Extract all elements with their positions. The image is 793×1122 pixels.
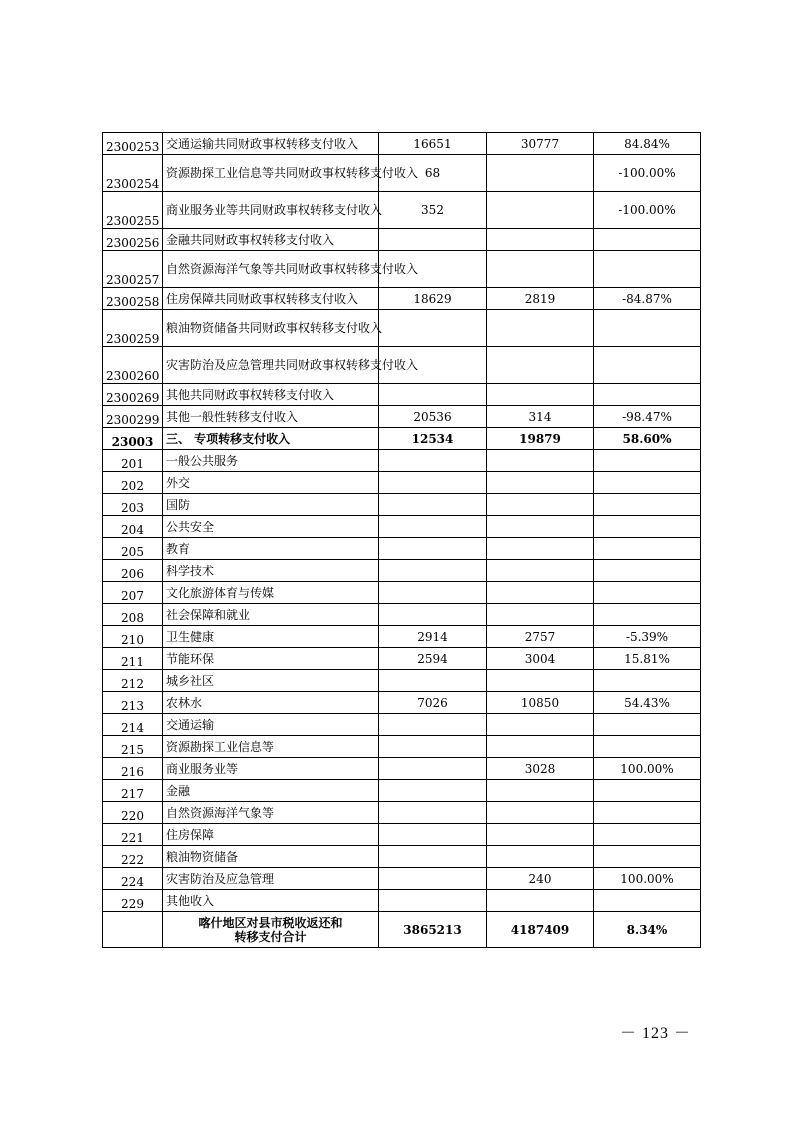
row-percent xyxy=(594,384,701,406)
row-value-2 xyxy=(487,780,594,802)
row-code: 213 xyxy=(103,692,163,714)
row-name: 交通运输 xyxy=(163,714,379,736)
row-value-2 xyxy=(487,347,594,384)
row-code: 211 xyxy=(103,648,163,670)
row-value-2: 3028 xyxy=(487,758,594,780)
row-percent xyxy=(594,310,701,347)
row-code: 2300299 xyxy=(103,406,163,428)
row-value-1: 20536 xyxy=(379,406,487,428)
row-value-1 xyxy=(379,890,487,912)
row-name: 国防 xyxy=(163,494,379,516)
row-value-1 xyxy=(379,714,487,736)
row-value-1: 68 xyxy=(379,155,487,192)
row-percent xyxy=(594,560,701,582)
row-value-1 xyxy=(379,604,487,626)
row-value-2 xyxy=(487,846,594,868)
row-percent xyxy=(594,251,701,288)
total-percent: 8.34% xyxy=(594,912,701,948)
row-name: 科学技术 xyxy=(163,560,379,582)
row-name: 粮油物资储备 xyxy=(163,846,379,868)
row-value-2 xyxy=(487,582,594,604)
row-value-1: 2914 xyxy=(379,626,487,648)
table-row-total xyxy=(103,912,701,948)
row-value-2: 10850 xyxy=(487,692,594,714)
row-value-1 xyxy=(379,516,487,538)
row-value-1: 18629 xyxy=(379,288,487,310)
row-code: 207 xyxy=(103,582,163,604)
row-code: 202 xyxy=(103,472,163,494)
row-percent xyxy=(594,347,701,384)
row-code: 217 xyxy=(103,780,163,802)
row-code: 201 xyxy=(103,450,163,472)
row-percent xyxy=(594,494,701,516)
row-percent xyxy=(594,670,701,692)
row-name: 公共安全 xyxy=(163,516,379,538)
row-percent xyxy=(594,736,701,758)
row-code: 2300256 xyxy=(103,229,163,251)
row-value-2: 2757 xyxy=(487,626,594,648)
row-name: 粮油物资储备共同财政事权转移支付收入 xyxy=(163,310,379,347)
total-code xyxy=(103,912,163,948)
table-row xyxy=(103,780,701,802)
row-code: 229 xyxy=(103,890,163,912)
row-code: 214 xyxy=(103,714,163,736)
row-value-1 xyxy=(379,780,487,802)
row-value-2: 19879 xyxy=(487,428,594,450)
table-row xyxy=(103,347,701,384)
row-code: 2300255 xyxy=(103,192,163,229)
row-percent xyxy=(594,450,701,472)
row-code: 222 xyxy=(103,846,163,868)
row-value-1: 2594 xyxy=(379,648,487,670)
row-percent xyxy=(594,780,701,802)
row-code: 208 xyxy=(103,604,163,626)
row-value-2 xyxy=(487,251,594,288)
table-row xyxy=(103,450,701,472)
row-value-1 xyxy=(379,472,487,494)
row-value-1 xyxy=(379,758,487,780)
row-name: 外交 xyxy=(163,472,379,494)
total-name-line-2: 转移支付合计 xyxy=(234,929,307,944)
row-code: 23003 xyxy=(103,428,163,450)
row-code: 215 xyxy=(103,736,163,758)
row-value-2 xyxy=(487,736,594,758)
row-percent: 54.43% xyxy=(594,692,701,714)
row-code: 2300260 xyxy=(103,347,163,384)
row-percent xyxy=(594,516,701,538)
table-row xyxy=(103,251,701,288)
row-value-2 xyxy=(487,516,594,538)
row-name: 住房保障共同财政事权转移支付收入 xyxy=(163,288,379,310)
row-code: 2300257 xyxy=(103,251,163,288)
table-row xyxy=(103,824,701,846)
row-value-1 xyxy=(379,582,487,604)
row-percent: -5.39% xyxy=(594,626,701,648)
row-code: 2300258 xyxy=(103,288,163,310)
row-percent: 58.60% xyxy=(594,428,701,450)
table-row xyxy=(103,670,701,692)
row-value-2 xyxy=(487,155,594,192)
table-row xyxy=(103,560,701,582)
row-name: 资源勘探工业信息等 xyxy=(163,736,379,758)
row-percent xyxy=(594,824,701,846)
table-row xyxy=(103,604,701,626)
table-row xyxy=(103,714,701,736)
row-value-2 xyxy=(487,560,594,582)
row-name: 住房保障 xyxy=(163,824,379,846)
row-value-2: 3004 xyxy=(487,648,594,670)
row-name: 节能环保 xyxy=(163,648,379,670)
row-percent xyxy=(594,802,701,824)
row-percent: -84.87% xyxy=(594,288,701,310)
row-value-2 xyxy=(487,802,594,824)
table-row xyxy=(103,516,701,538)
table-row xyxy=(103,736,701,758)
row-value-2 xyxy=(487,824,594,846)
row-value-2 xyxy=(487,494,594,516)
row-value-1: 12534 xyxy=(379,428,487,450)
table-row xyxy=(103,229,701,251)
row-name: 农林水 xyxy=(163,692,379,714)
row-name: 自然资源海洋气象等共同财政事权转移支付收入 xyxy=(163,251,379,288)
row-percent: -100.00% xyxy=(594,192,701,229)
row-name: 三、 专项转移支付收入 xyxy=(163,428,379,450)
row-value-1 xyxy=(379,310,487,347)
row-value-2 xyxy=(487,310,594,347)
row-value-1 xyxy=(379,802,487,824)
row-name: 其他收入 xyxy=(163,890,379,912)
table-row xyxy=(103,472,701,494)
row-name: 教育 xyxy=(163,538,379,560)
row-percent xyxy=(594,846,701,868)
row-code: 224 xyxy=(103,868,163,890)
row-percent xyxy=(594,890,701,912)
row-value-1: 7026 xyxy=(379,692,487,714)
row-code: 220 xyxy=(103,802,163,824)
row-value-2: 2819 xyxy=(487,288,594,310)
row-value-2 xyxy=(487,472,594,494)
row-percent xyxy=(594,538,701,560)
row-name: 金融共同财政事权转移支付收入 xyxy=(163,229,379,251)
row-value-2 xyxy=(487,384,594,406)
row-code: 2300259 xyxy=(103,310,163,347)
row-code: 2300269 xyxy=(103,384,163,406)
row-name: 一般公共服务 xyxy=(163,450,379,472)
row-value-1 xyxy=(379,824,487,846)
row-code: 2300253 xyxy=(103,133,163,155)
row-value-1 xyxy=(379,560,487,582)
page-number: － 123 － xyxy=(620,1025,692,1042)
row-value-2 xyxy=(487,670,594,692)
table-row xyxy=(103,133,701,155)
table-row xyxy=(103,846,701,868)
row-name: 商业服务业等 xyxy=(163,758,379,780)
table-row xyxy=(103,758,701,780)
total-value-1: 3865213 xyxy=(379,912,487,948)
row-percent: 15.81% xyxy=(594,648,701,670)
row-value-1 xyxy=(379,670,487,692)
row-name: 社会保障和就业 xyxy=(163,604,379,626)
row-name: 文化旅游体育与传媒 xyxy=(163,582,379,604)
row-percent xyxy=(594,582,701,604)
row-value-1: 352 xyxy=(379,192,487,229)
row-value-1 xyxy=(379,229,487,251)
table-row xyxy=(103,192,701,229)
table-row xyxy=(103,310,701,347)
row-value-1 xyxy=(379,538,487,560)
row-percent xyxy=(594,714,701,736)
row-code: 212 xyxy=(103,670,163,692)
row-code: 206 xyxy=(103,560,163,582)
table-row xyxy=(103,494,701,516)
row-value-2: 30777 xyxy=(487,133,594,155)
row-name: 自然资源海洋气象等 xyxy=(163,802,379,824)
row-percent: -98.47% xyxy=(594,406,701,428)
row-value-1 xyxy=(379,868,487,890)
row-value-2 xyxy=(487,192,594,229)
table-row xyxy=(103,890,701,912)
row-code: 216 xyxy=(103,758,163,780)
row-code: 221 xyxy=(103,824,163,846)
row-value-2 xyxy=(487,890,594,912)
row-name: 灾害防治及应急管理共同财政事权转移支付收入 xyxy=(163,347,379,384)
row-name: 卫生健康 xyxy=(163,626,379,648)
row-percent: 84.84% xyxy=(594,133,701,155)
table-row xyxy=(103,406,701,428)
row-percent: 100.00% xyxy=(594,868,701,890)
row-percent: -100.00% xyxy=(594,155,701,192)
total-name-line-1: 喀什地区对县市税收返还和 xyxy=(198,915,343,930)
table-row xyxy=(103,868,701,890)
fiscal-table xyxy=(102,132,701,948)
row-code: 205 xyxy=(103,538,163,560)
row-value-2 xyxy=(487,450,594,472)
table-row-section xyxy=(103,428,701,450)
row-value-2 xyxy=(487,229,594,251)
row-value-1: 16651 xyxy=(379,133,487,155)
total-value-2: 4187409 xyxy=(487,912,594,948)
row-name: 商业服务业等共同财政事权转移支付收入 xyxy=(163,192,379,229)
row-value-1 xyxy=(379,494,487,516)
table-row xyxy=(103,626,701,648)
row-percent xyxy=(594,604,701,626)
row-name: 资源勘探工业信息等共同财政事权转移支付收入 xyxy=(163,155,379,192)
row-percent xyxy=(594,229,701,251)
table-row xyxy=(103,384,701,406)
table-row xyxy=(103,538,701,560)
row-value-2 xyxy=(487,714,594,736)
row-name: 金融 xyxy=(163,780,379,802)
row-value-1 xyxy=(379,846,487,868)
row-value-2 xyxy=(487,538,594,560)
total-name xyxy=(163,912,379,948)
row-percent xyxy=(594,472,701,494)
row-value-2 xyxy=(487,604,594,626)
row-code: 2300254 xyxy=(103,155,163,192)
row-value-1 xyxy=(379,736,487,758)
row-code: 203 xyxy=(103,494,163,516)
row-value-2: 240 xyxy=(487,868,594,890)
table-row xyxy=(103,802,701,824)
table-row xyxy=(103,692,701,714)
row-percent: 100.00% xyxy=(594,758,701,780)
row-value-1 xyxy=(379,450,487,472)
row-value-2: 314 xyxy=(487,406,594,428)
row-name: 交通运输共同财政事权转移支付收入 xyxy=(163,133,379,155)
table-row xyxy=(103,288,701,310)
row-name: 其他共同财政事权转移支付收入 xyxy=(163,384,379,406)
row-value-1 xyxy=(379,384,487,406)
table-row xyxy=(103,648,701,670)
row-code: 210 xyxy=(103,626,163,648)
table-row xyxy=(103,155,701,192)
row-name: 城乡社区 xyxy=(163,670,379,692)
table-row xyxy=(103,582,701,604)
row-name: 其他一般性转移支付收入 xyxy=(163,406,379,428)
row-name: 灾害防治及应急管理 xyxy=(163,868,379,890)
row-code: 204 xyxy=(103,516,163,538)
